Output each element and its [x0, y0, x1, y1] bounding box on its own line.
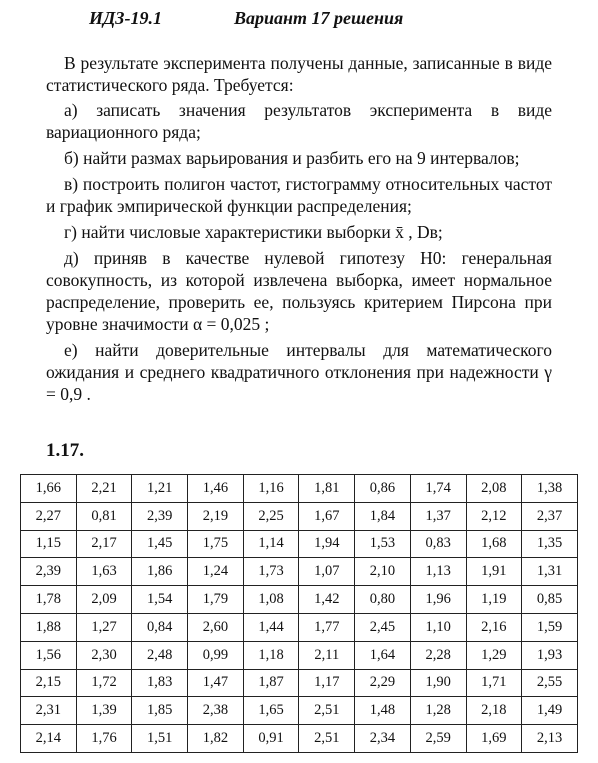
table-cell: 1,56	[21, 641, 77, 669]
assignment-id: ИДЗ-19.1	[89, 8, 162, 28]
task-b: б) найти размах варьирования и разбить его на 9 интервалов;	[64, 148, 520, 168]
task-f: е) найти доверительные интервалы для математического ожидания и среднего квадратичного отклонения при надежности γ = 0,9 .	[46, 340, 552, 404]
table-cell: 1,68	[466, 530, 522, 558]
table-row	[21, 613, 578, 641]
table-cell: 2,37	[522, 502, 578, 530]
table-cell: 1,59	[522, 613, 578, 641]
table-cell: 1,10	[410, 613, 466, 641]
table-cell: 1,71	[466, 669, 522, 697]
table-row	[21, 558, 578, 586]
table-cell: 2,27	[21, 502, 77, 530]
table-cell: 1,53	[355, 530, 411, 558]
task-description	[46, 52, 552, 409]
table-cell: 1,78	[21, 586, 77, 614]
table-cell: 1,63	[76, 558, 132, 586]
table-cell: 1,39	[76, 697, 132, 725]
table-cell: 2,17	[76, 530, 132, 558]
table-cell: 2,12	[466, 502, 522, 530]
table-cell: 1,67	[299, 502, 355, 530]
table-cell: 2,16	[466, 613, 522, 641]
variant-title: Вариант 17 решения	[234, 8, 404, 28]
table-cell: 2,38	[188, 697, 244, 725]
table-cell: 1,77	[299, 613, 355, 641]
table-cell: 1,45	[132, 530, 188, 558]
table-cell: 2,15	[21, 669, 77, 697]
table-cell: 1,94	[299, 530, 355, 558]
table-cell: 2,31	[21, 697, 77, 725]
table-cell: 1,83	[132, 669, 188, 697]
page-header	[0, 8, 598, 32]
table-cell: 1,93	[522, 641, 578, 669]
table-cell: 0,84	[132, 613, 188, 641]
table-cell: 1,15	[21, 530, 77, 558]
table-cell: 1,16	[243, 475, 299, 503]
table-cell: 2,19	[188, 502, 244, 530]
table-cell: 0,86	[355, 475, 411, 503]
table-cell: 1,47	[188, 669, 244, 697]
table-cell: 2,09	[76, 586, 132, 614]
table-cell: 1,19	[466, 586, 522, 614]
table-cell: 2,39	[21, 558, 77, 586]
table-cell: 0,80	[355, 586, 411, 614]
table-cell: 1,72	[76, 669, 132, 697]
task-c: в) построить полигон частот, гистограмму относительных частот и график эмпирической функции распределения;	[46, 174, 552, 216]
table-cell: 2,10	[355, 558, 411, 586]
task-e: д) приняв в качестве нулевой гипотезу H0: генеральная совокупность, из которой извлечена выборка, имеет нормальное распределение, проверить ее, пользуясь критерием Пирсона при уровне значимости α = 0,025 ;	[46, 248, 552, 334]
table-cell: 2,34	[355, 725, 411, 753]
table-cell: 1,76	[76, 725, 132, 753]
table-cell: 1,51	[132, 725, 188, 753]
table-cell: 2,08	[466, 475, 522, 503]
table-cell: 1,49	[522, 697, 578, 725]
table-cell: 0,81	[76, 502, 132, 530]
table-cell: 1,88	[21, 613, 77, 641]
table-cell: 1,86	[132, 558, 188, 586]
table-cell: 1,46	[188, 475, 244, 503]
table-cell: 1,29	[466, 641, 522, 669]
table-cell: 1,87	[243, 669, 299, 697]
table-row	[21, 475, 578, 503]
table-cell: 1,44	[243, 613, 299, 641]
table-cell: 1,84	[355, 502, 411, 530]
task-a: а) записать значения результатов эксперимента в виде вариационного ряда;	[46, 100, 552, 142]
table-row	[21, 586, 578, 614]
table-cell: 2,28	[410, 641, 466, 669]
table-cell: 2,29	[355, 669, 411, 697]
intro-paragraph: В результате эксперимента получены данные, записанные в виде статистического ряда. Требуется:	[46, 53, 552, 95]
table-cell: 2,59	[410, 725, 466, 753]
table-cell: 1,31	[522, 558, 578, 586]
table-cell: 2,18	[466, 697, 522, 725]
table-cell: 0,83	[410, 530, 466, 558]
table-cell: 2,13	[522, 725, 578, 753]
table-cell: 1,07	[299, 558, 355, 586]
table-cell: 2,51	[299, 697, 355, 725]
table-cell: 2,55	[522, 669, 578, 697]
problem-number: 1.17.	[46, 440, 84, 461]
table-cell: 1,64	[355, 641, 411, 669]
table-cell: 1,27	[76, 613, 132, 641]
table-cell: 1,35	[522, 530, 578, 558]
table-cell: 1,96	[410, 586, 466, 614]
table-cell: 2,25	[243, 502, 299, 530]
table-cell: 1,48	[355, 697, 411, 725]
table-cell: 1,28	[410, 697, 466, 725]
table-cell: 1,73	[243, 558, 299, 586]
table-cell: 1,54	[132, 586, 188, 614]
table-cell: 1,79	[188, 586, 244, 614]
table-cell: 1,24	[188, 558, 244, 586]
data-table	[20, 474, 578, 753]
table-cell: 1,81	[299, 475, 355, 503]
table-cell: 2,11	[299, 641, 355, 669]
table-cell: 2,60	[188, 613, 244, 641]
table-row	[21, 697, 578, 725]
table-cell: 1,42	[299, 586, 355, 614]
table-cell: 1,17	[299, 669, 355, 697]
table-cell: 1,85	[132, 697, 188, 725]
table-cell: 1,74	[410, 475, 466, 503]
table-cell: 2,48	[132, 641, 188, 669]
table-cell: 0,99	[188, 641, 244, 669]
table-row	[21, 641, 578, 669]
table-cell: 1,08	[243, 586, 299, 614]
table-cell: 2,14	[21, 725, 77, 753]
table-cell: 1,65	[243, 697, 299, 725]
table-cell: 2,39	[132, 502, 188, 530]
table-cell: 1,38	[522, 475, 578, 503]
table-cell: 2,30	[76, 641, 132, 669]
table-cell: 1,13	[410, 558, 466, 586]
table-cell: 1,14	[243, 530, 299, 558]
table-cell: 2,45	[355, 613, 411, 641]
table-cell: 1,90	[410, 669, 466, 697]
table-cell: 1,69	[466, 725, 522, 753]
table-cell: 0,91	[243, 725, 299, 753]
table-cell: 0,85	[522, 586, 578, 614]
table-cell: 1,66	[21, 475, 77, 503]
table-cell: 1,37	[410, 502, 466, 530]
table-row	[21, 725, 578, 753]
table-row	[21, 669, 578, 697]
table-row	[21, 530, 578, 558]
task-d: г) найти числовые характеристики выборки x̄ , Dв;	[64, 222, 443, 242]
table-cell: 2,51	[299, 725, 355, 753]
table-cell: 1,21	[132, 475, 188, 503]
table-cell: 1,18	[243, 641, 299, 669]
table-row	[21, 502, 578, 530]
table-cell: 1,82	[188, 725, 244, 753]
table-cell: 1,75	[188, 530, 244, 558]
table-cell: 1,91	[466, 558, 522, 586]
table-cell: 2,21	[76, 475, 132, 503]
